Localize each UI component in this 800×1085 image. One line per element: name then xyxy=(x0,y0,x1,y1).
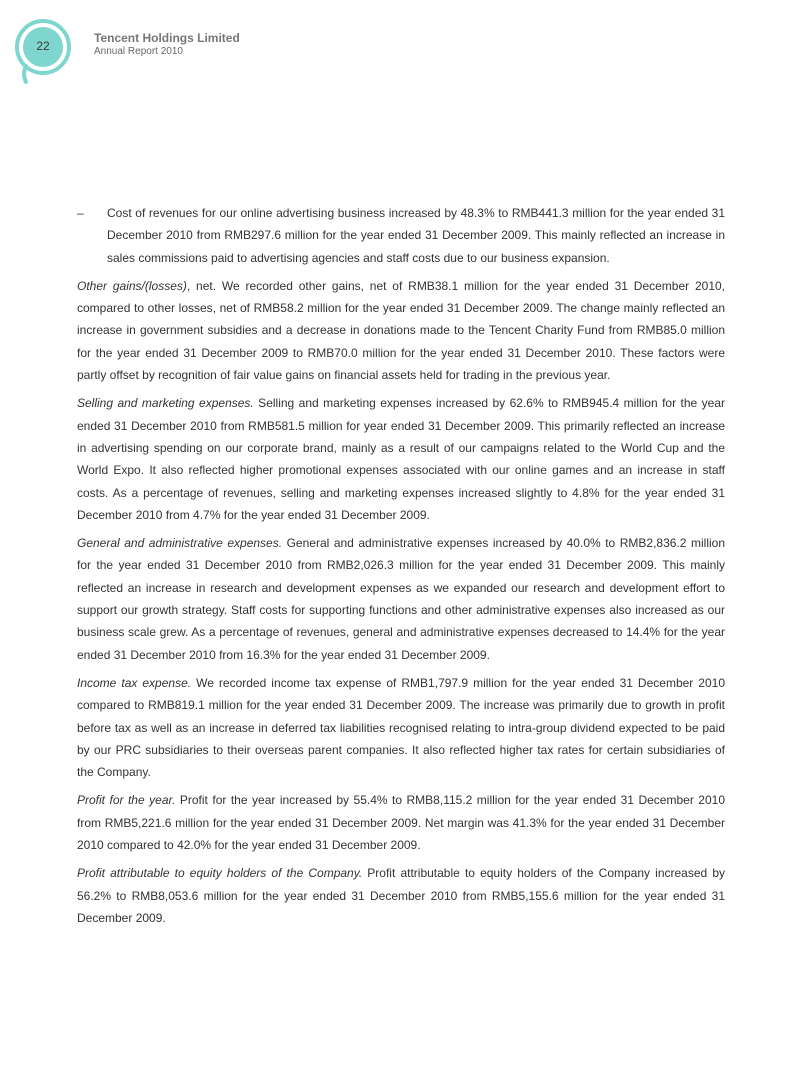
paragraph-selling-marketing xyxy=(77,392,725,526)
paragraph-profit-year xyxy=(77,789,725,856)
paragraph-general-admin xyxy=(77,532,725,666)
bullet-item xyxy=(77,202,725,269)
paragraph-text: General and administrative expenses increased by 40.0% to RMB2,836.2 million for the year ended 31 December 2010 from RMB2,026.3 million for the year ended 31 December 2009. This mainly reflected an increase in research and development expenses as we expanded our research and development effort to support our growth strategy. Staff costs for supporting functions and other administrative expenses also increased as our business scale grew. As a percentage of revenues, general and administrative expenses decreased to 14.4% for the year ended 31 December 2010 from 16.3% for the year ended 31 December 2009. xyxy=(77,536,725,662)
paragraph-lead: General and administrative expenses. xyxy=(77,536,283,551)
paragraph-text: We recorded income tax expense of RMB1,797.9 million for the year ended 31 December 2010 compared to RMB819.1 million for the year ended 31 December 2009. The increase was primarily due to growth in profit before tax as well as an increase in deferred tax liabilities recognised relating to intra-group dividend expected to be paid by our PRC subsidiaries to their overseas parent companies. It also reflected higher tax rates for certain subsidiaries of the Company. xyxy=(77,675,725,780)
paragraph-profit-attributable xyxy=(77,862,725,929)
paragraph-lead: Profit for the year. xyxy=(77,793,176,808)
report-title: Annual Report 2010 xyxy=(94,46,183,57)
paragraph-text: Profit for the year increased by 55.4% to RMB8,115.2 million for the year ended 31 December 2010 from RMB5,221.6 million for the year ended 31 December 2009. Net margin was 41.3% for the year ended 31 December 2010 compared to 42.0% for the year ended 31 December 2009. xyxy=(77,793,725,853)
paragraph-income-tax xyxy=(77,672,725,783)
page-number: 22 xyxy=(36,39,50,53)
paragraph-text: , net. We recorded other gains, net of RMB38.1 million for the year ended 31 December 2010, compared to other losses, net of RMB58.2 million for the year ended 31 December 2009. The change mainly reflected an increase in government subsidies and a decrease in donations made to the Tencent Charity Fund from RMB85.0 million for the year ended 31 December 2009 to RMB70.0 million for the year ended 31 December 2010. These factors were partly offset by recognition of fair value gains on financial assets held for trading in the previous year. xyxy=(77,278,726,383)
paragraph-lead: Profit attributable to equity holders of the Company. xyxy=(77,866,363,881)
paragraph-other-gains xyxy=(77,275,725,386)
bullet-text: Cost of revenues for our online advertising business increased by 48.3% to RMB441.3 million for the year ended 31 December 2010 from RMB297.6 million for the year ended 31 December 2009. This mainly reflected an increase in sales commissions paid to advertising agencies and staff costs due to our business expansion. xyxy=(107,206,725,265)
report-body xyxy=(77,202,725,935)
paragraph-lead: Income tax expense. xyxy=(77,675,192,690)
paragraph-text: Profit attributable to equity holders of the Company increased by 56.2% to RMB8,053.6 million for the year ended 31 December 2010 from RMB5,155.6 million for the year ended 31 December 2009. xyxy=(77,866,725,925)
bullet-dash: – xyxy=(77,206,84,220)
company-name: Tencent Holdings Limited xyxy=(94,31,240,45)
paragraph-lead: Other gains/(losses) xyxy=(77,278,187,293)
paragraph-text: Selling and marketing expenses increased by 62.6% to RMB945.4 million for the year ended 31 December 2010 from RMB581.5 million for year ended 31 December 2009. This primarily reflected an increase in advertising spending on our corporate brand, mainly as a result of our campaigns related to the World Cup and the World Expo. It also reflected higher promotional expenses associated with our online games and an increase in staff costs. As a percentage of revenues, selling and marketing expenses increased slightly to 4.8% for the year ended 31 December 2010 from 4.7% for the year ended 31 December 2009. xyxy=(77,396,725,522)
paragraph-lead: Selling and marketing expenses. xyxy=(77,396,254,411)
